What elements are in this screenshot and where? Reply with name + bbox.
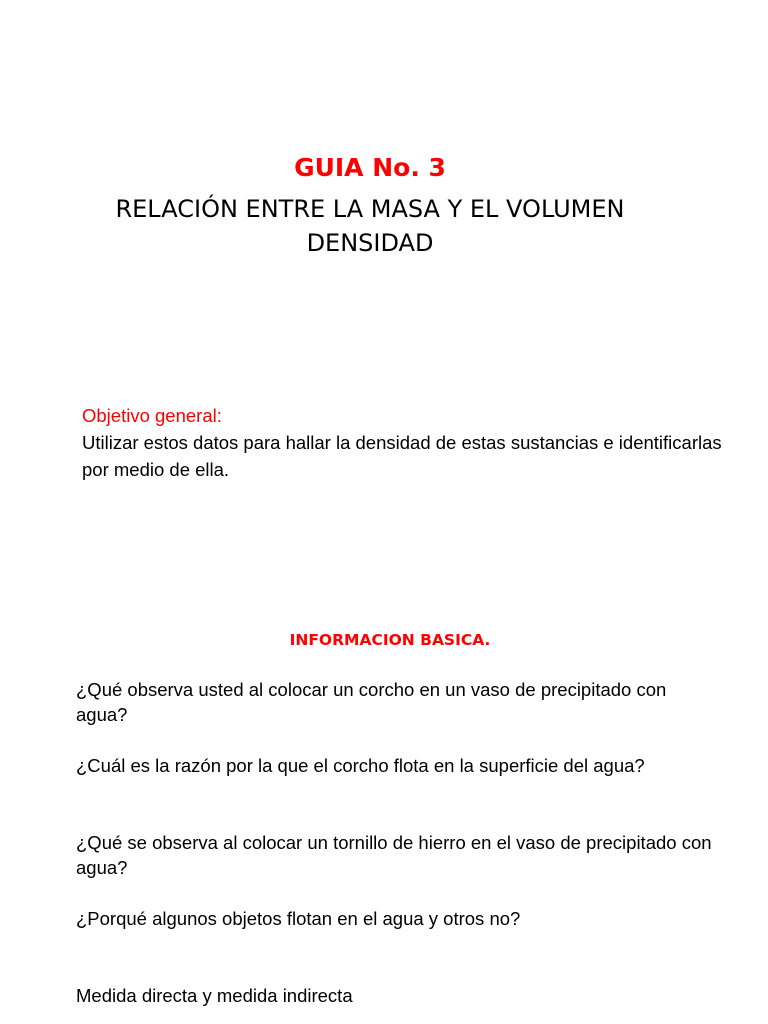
question-4: ¿Porqué algunos objetos flotan en el agua y otros no? <box>76 908 521 929</box>
objective-label: Objetivo general: <box>82 405 222 426</box>
section-heading: INFORMACION BASICA. <box>289 631 491 649</box>
main-title <box>0 192 740 260</box>
objective-text: Utilizar estos datos para hallar la densidad de estas sustancias e identificarlas por medio de ella. <box>82 432 722 480</box>
question-3: ¿Qué se observa al colocar un tornillo de hierro en el vaso de precipitado con agua? <box>76 832 712 878</box>
question-1: ¿Qué observa usted al colocar un corcho en un vaso de precipitado con agua? <box>76 679 667 725</box>
objective-block <box>82 402 742 483</box>
footer-note: Medida directa y medida indirecta <box>76 985 353 1006</box>
main-title-line-2: DENSIDAD <box>306 229 434 257</box>
main-title-line-1: RELACIÓN ENTRE LA MASA Y EL VOLUMEN <box>115 195 625 223</box>
question-2: ¿Cuál es la razón por la que el corcho flota en la superficie del agua? <box>76 755 645 776</box>
guide-number-title: GUIA No. 3 <box>294 153 446 182</box>
